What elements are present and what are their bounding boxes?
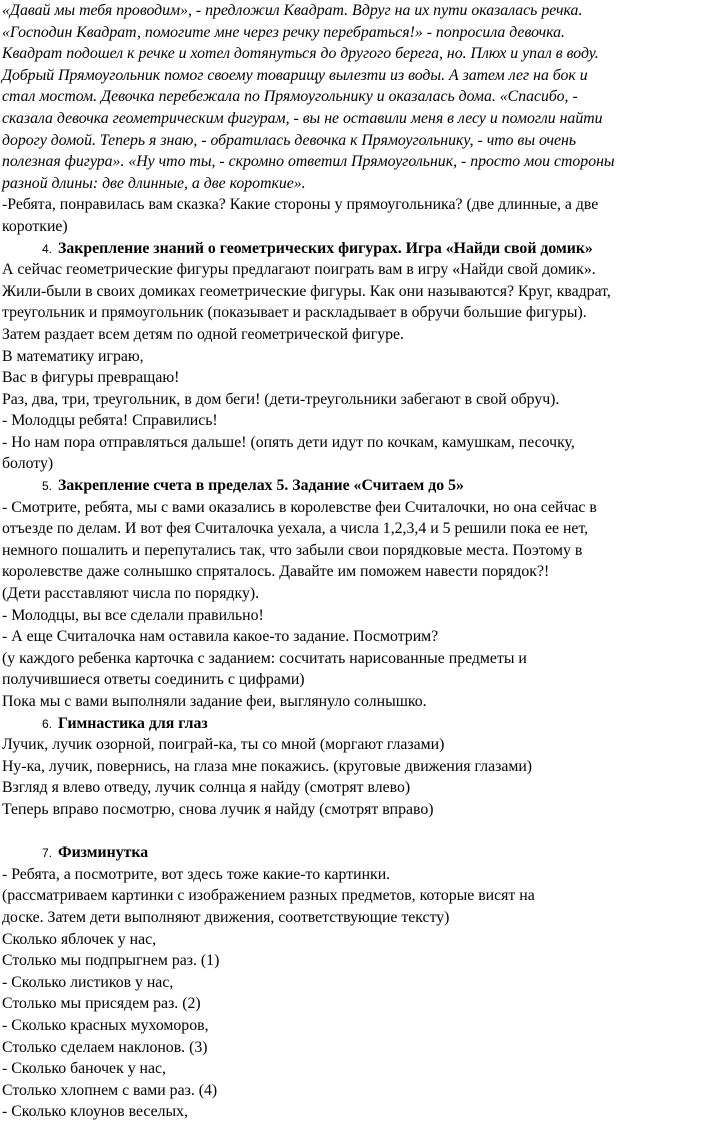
text-line: -Ребята, понравилась вам сказка? Какие стороны у прямоугольника? (две длинные, а две <box>2 196 599 214</box>
text-line: Лучик, лучик озорной, поиграй-ка, ты со мной (моргают глазами) <box>2 736 445 754</box>
text-line: - Но нам пора отправляться дальше! (опять дети идут по кочкам, камушкам, песочку, <box>2 433 575 451</box>
text-line: (Дети расставляют числа по порядку). <box>2 585 260 603</box>
text-line: короткие) <box>2 217 68 235</box>
story-line: «Давай мы тебя проводим», - предложил Квадрат. Вдруг на их пути оказалась речка. <box>2 2 583 19</box>
section-title: Закрепление знаний о геометрических фигурах. Игра «Найди свой домик» <box>58 239 593 257</box>
story-line: «Господин Квадрат, помогите мне через речку перебраться!» - попросила девочка. <box>2 23 565 41</box>
text-line: - Молодцы, вы все сделали правильно! <box>2 606 264 624</box>
text-line: отъезде по делам. И вот фея Считалочка уехала, а числа 1,2,3,4 и 5 решили пока ее нет, <box>2 520 589 538</box>
story-line: разной длины: две длинные, а две короткие». <box>2 174 306 192</box>
text-line: В математику играю, <box>2 347 144 365</box>
story-line: Добрый Прямоугольник помог своему товарищу вылезти из воды. А затем лег на бок и <box>2 66 588 84</box>
section-heading <box>2 475 702 497</box>
text-line: Сколько яблочек у нас, <box>2 930 157 948</box>
section-number: 5. <box>41 479 52 494</box>
story-line: дорогу домой. Теперь я знаю, - обратилась девочка к Прямоугольнику, - что вы очень <box>2 131 577 149</box>
text-line: (рассматриваем картинки с изображением разных предметов, которые висят на <box>2 887 535 905</box>
text-line: - Сколько листиков у нас, <box>2 973 174 991</box>
text-line: Теперь вправо посмотрю, снова лучик я найду (смотрят вправо) <box>2 800 434 818</box>
section-heading <box>2 842 702 864</box>
text-line: треугольник и прямоугольник (показывает и раскладывает в обручи большие фигуры). <box>2 304 587 322</box>
text-line: королевстве даже солнышко спряталось. Давайте им поможем навести порядок?! <box>2 563 550 581</box>
section-7 <box>2 842 702 1123</box>
section-title: Закрепление счета в пределах 5. Задание «Считаем до 5» <box>58 477 464 495</box>
intro-paragraph <box>2 194 702 237</box>
section-heading <box>2 238 702 260</box>
text-line: А сейчас геометрические фигуры предлагают поиграть вам в игру «Найди свой домик». <box>2 261 596 279</box>
text-line: (у каждого ребенка карточка с заданием: сосчитать нарисованные предметы и <box>2 649 527 667</box>
text-line: Вас в фигуры превращаю! <box>2 369 180 387</box>
text-line: болоту) <box>2 455 54 473</box>
text-line: Столько сделаем наклонов. (3) <box>2 1038 208 1056</box>
text-line: - Смотрите, ребята, мы с вами оказались в королевстве феи Считалочки, но она сейчас в <box>2 498 597 516</box>
text-line: получившиеся ответы соединить с цифрами) <box>2 671 305 689</box>
section-6 <box>2 713 702 843</box>
text-line: доске. Затем дети выполняют движения, соответствующие тексту) <box>2 908 450 926</box>
text-line: - Ребята, а посмотрите, вот здесь тоже какие-то картинки. <box>2 865 391 883</box>
section-number: 6. <box>41 716 52 731</box>
section-5 <box>2 475 702 713</box>
text-line: немного пошалить и перепутались так, что забыли свои порядковые места. Поэтому в <box>2 541 583 559</box>
section-4 <box>2 238 702 476</box>
section-number: 4. <box>41 241 52 256</box>
section-number: 7. <box>41 846 52 861</box>
text-line: Пока мы с вами выполняли задание феи, выглянуло солнышко. <box>2 693 427 710</box>
text-line: - Сколько баночек у нас, <box>2 1060 166 1078</box>
story-line: стал мостом. Девочка перебежала по Прямоугольнику и оказалась дома. «Спасибо, - <box>2 88 578 106</box>
text-line: Взгляд я влево отведу, лучик солнца я найду (смотрят влево) <box>2 779 411 797</box>
section-title: Физминутка <box>58 844 149 862</box>
text-line <box>2 821 702 843</box>
text-line: Затем раздает всем детям по одной геометрической фигуре. <box>2 325 404 343</box>
story-line: полезная фигура». «Ну что ты, - скромно ответил Прямоугольник, - просто мои стороны <box>2 153 615 171</box>
text-line: - Молодцы ребята! Справились! <box>2 412 218 430</box>
text-line: - Сколько клоунов веселых, <box>2 1103 188 1121</box>
text-line: Жили-были в своих домиках геометрические фигуры. Как они называются? Круг, квадрат, <box>2 282 611 300</box>
section-title: Гимнастика для глаз <box>58 714 208 732</box>
section-heading <box>2 713 702 735</box>
text-line: - Сколько красных мухоморов, <box>2 1016 209 1034</box>
text-line: - А еще Считалочка нам оставила какое-то задание. Посмотрим? <box>2 628 439 646</box>
text-line: Столько хлопнем с вами раз. (4) <box>2 1081 218 1099</box>
text-line: Раз, два, три, треугольник, в дом беги! (дети-треугольники забегают в свой обруч). <box>2 390 560 408</box>
story-line: Квадрат подошел к речке и хотел дотянуться до другого берега, но. Плюх и упал в воду. <box>2 45 599 63</box>
story-line: сказала девочка геометрическим фигурам, - вы не оставили меня в лесу и помогли найти <box>2 109 603 127</box>
text-line: Ну-ка, лучик, повернись, на глаза мне покажись. (круговые движения глазами) <box>2 757 533 775</box>
text-line: Столько мы присядем раз. (2) <box>2 995 201 1013</box>
story-paragraph <box>2 0 702 194</box>
text-line: Столько мы подпрыгнем раз. (1) <box>2 952 220 970</box>
